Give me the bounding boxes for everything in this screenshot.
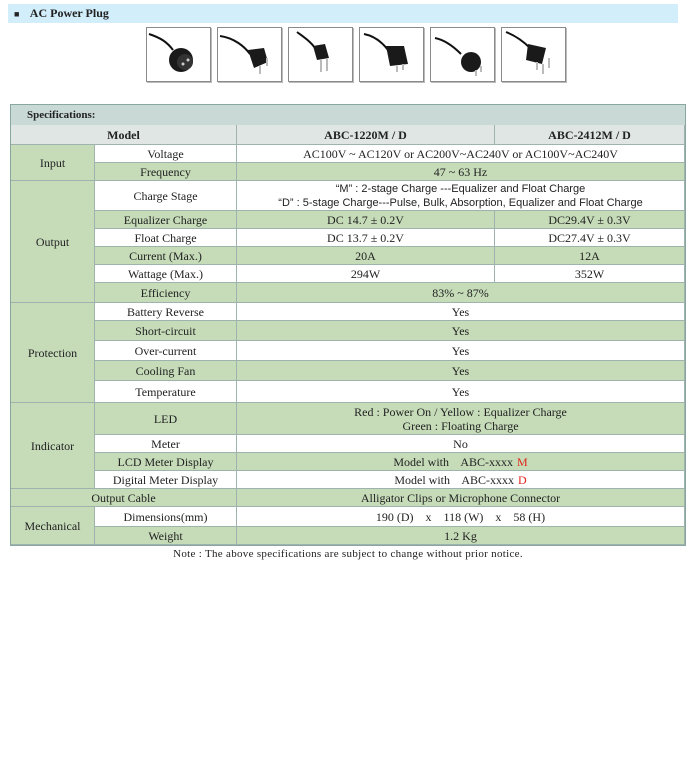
digital-meter-label: Digital Meter Display [95, 471, 237, 489]
short-circuit-label: Short-circuit [95, 321, 237, 341]
weight-label: Weight [95, 527, 237, 545]
digital-meter-suffix: D [518, 472, 527, 487]
frequency-value: 47 ~ 63 Hz [237, 163, 685, 181]
charge-stage-value [237, 181, 685, 211]
temperature-value: Yes [237, 381, 685, 403]
led-line2: Green : Floating Charge [402, 418, 519, 433]
section-title: AC Power Plug [29, 6, 109, 20]
group-output: Output [11, 181, 95, 303]
cooling-fan-label: Cooling Fan [95, 361, 237, 381]
float-label: Float Charge [95, 229, 237, 247]
wattage-label: Wattage (Max.) [95, 265, 237, 283]
battery-reverse-label: Battery Reverse [95, 303, 237, 321]
bullet-icon: ■ [14, 9, 20, 19]
led-value [237, 403, 685, 435]
float-b: DC27.4V ± 0.3V [495, 229, 685, 247]
lcd-meter-label: LCD Meter Display [95, 453, 237, 471]
short-circuit-value: Yes [237, 321, 685, 341]
temperature-label: Temperature [95, 381, 237, 403]
group-protection: Protection [11, 303, 95, 403]
model-a-header: ABC-1220M / D [237, 125, 495, 145]
plug-icon-6[interactable] [501, 27, 566, 82]
model-label: Model [11, 125, 237, 145]
efficiency-label: Efficiency [95, 283, 237, 303]
specifications-table [10, 104, 686, 546]
meter-label: Meter [95, 435, 237, 453]
cooling-fan-value: Yes [237, 361, 685, 381]
over-current-label: Over-current [95, 341, 237, 361]
float-a: DC 13.7 ± 0.2V [237, 229, 495, 247]
current-b: 12A [495, 247, 685, 265]
current-label: Current (Max.) [95, 247, 237, 265]
meter-value: No [237, 435, 685, 453]
frequency-label: Frequency [95, 163, 237, 181]
weight-value: 1.2 Kg [237, 527, 685, 545]
lcd-meter-value [237, 453, 685, 471]
lcd-meter-text: Model with ABC-xxxx [393, 454, 513, 469]
equalizer-b: DC29.4V ± 0.3V [495, 211, 685, 229]
plug-icon-1[interactable] [146, 27, 211, 82]
group-output-cable: Output Cable [11, 489, 237, 507]
plug-icon-3[interactable] [288, 27, 353, 82]
charge-stage-line2: “D” : 5-stage Charge---Pulse, Bulk, Absorption, Equalizer and Float Charge [278, 196, 643, 209]
plug-icon-2[interactable] [217, 27, 282, 82]
model-b-header: ABC-2412M / D [495, 125, 685, 145]
output-cable-value: Alligator Clips or Microphone Connector [237, 489, 685, 507]
group-mechanical: Mechanical [11, 507, 95, 545]
voltage-label: Voltage [95, 145, 237, 163]
equalizer-a: DC 14.7 ± 0.2V [237, 211, 495, 229]
plug-gallery [146, 27, 576, 83]
charge-stage-label: Charge Stage [95, 181, 237, 211]
lcd-meter-suffix: M [517, 454, 528, 469]
plug-icon-5[interactable] [430, 27, 495, 82]
footnote: Note : The above specifications are subject to change without prior notice. [173, 548, 523, 560]
dimensions-label: Dimensions(mm) [95, 507, 237, 527]
current-a: 20A [237, 247, 495, 265]
battery-reverse-value: Yes [237, 303, 685, 321]
group-indicator: Indicator [11, 403, 95, 489]
spec-title: Specifications: [11, 105, 685, 125]
led-label: LED [95, 403, 237, 435]
led-line1: Red : Power On / Yellow : Equalizer Charge [354, 404, 567, 419]
charge-stage-line1: “M” : 2-stage Charge ---Equalizer and Float Charge [335, 182, 586, 195]
dimensions-value: 190 (D) x 118 (W) x 58 (H) [237, 507, 685, 527]
wattage-a: 294W [237, 265, 495, 283]
group-input: Input [11, 145, 95, 181]
digital-meter-text: Model with ABC-xxxx [394, 472, 514, 487]
efficiency-value: 83% ~ 87% [237, 283, 685, 303]
digital-meter-value [237, 471, 685, 489]
voltage-value: AC100V ~ AC120V or AC200V~AC240V or AC100V~AC240V [237, 145, 685, 163]
plug-icon-4[interactable] [359, 27, 424, 82]
section-header [8, 4, 678, 23]
equalizer-label: Equalizer Charge [95, 211, 237, 229]
over-current-value: Yes [237, 341, 685, 361]
wattage-b: 352W [495, 265, 685, 283]
